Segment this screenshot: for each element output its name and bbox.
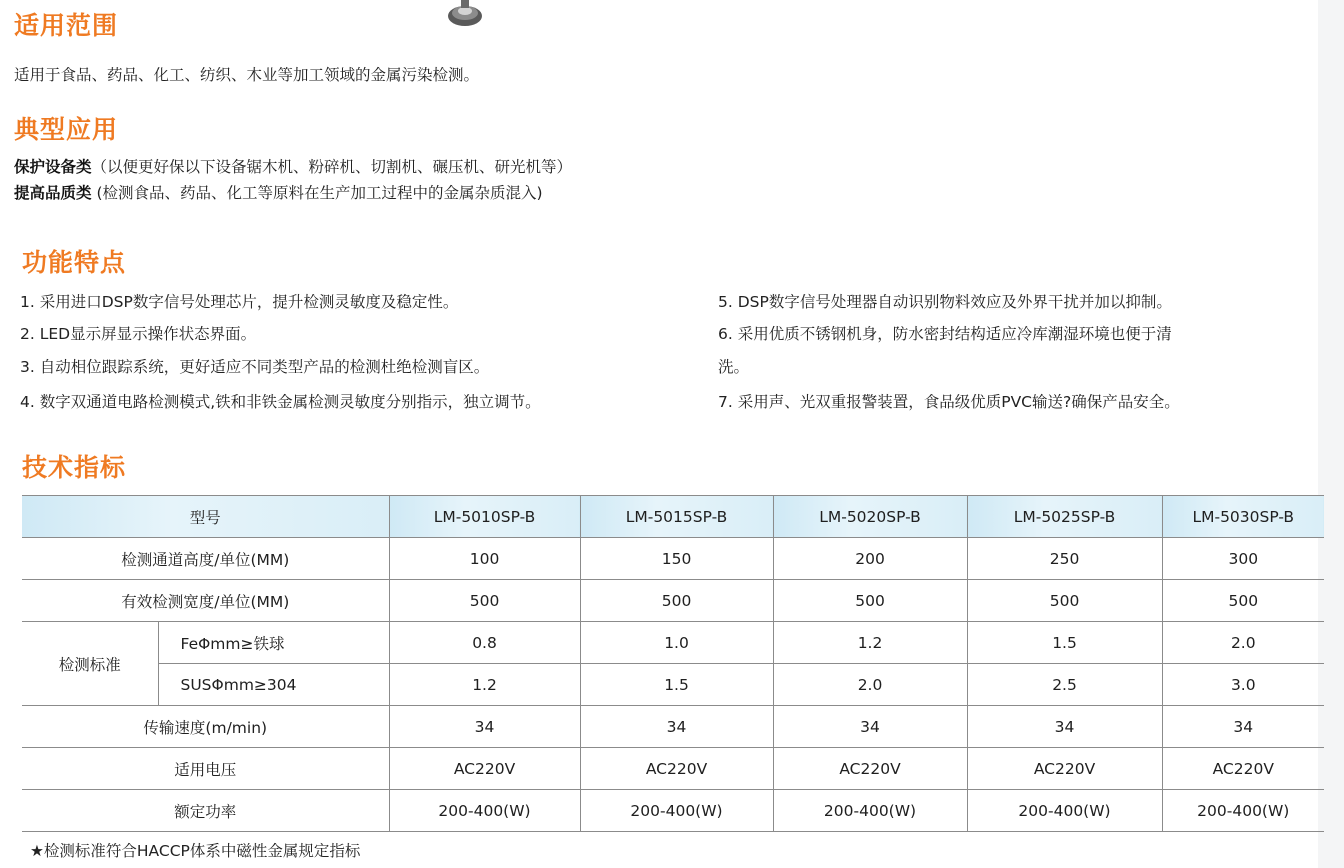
spec-row-speed xyxy=(22,706,1324,748)
application-line-2-bold: 提高品质类 xyxy=(14,184,92,202)
cell-value: 2.0 xyxy=(773,664,967,706)
feature-item-6: 6. 采用优质不锈钢机身，防水密封结构适应冷库潮湿环境也便于清 xyxy=(718,325,1172,343)
scope-text: 适用于食品、药品、化工、纺织、木业等加工领域的金属污染检测。 xyxy=(14,66,480,84)
cell-value: 34 xyxy=(773,706,967,748)
cell-value: 34 xyxy=(389,706,580,748)
cell-value: 500 xyxy=(389,580,580,622)
cell-value: 200-400(W) xyxy=(773,790,967,832)
model-name: LM-5010SP-B xyxy=(389,496,580,538)
cell-value: 1.0 xyxy=(580,622,773,664)
row-label: 传输速度(m/min) xyxy=(22,706,389,748)
cell-value: 200-400(W) xyxy=(580,790,773,832)
cell-value: 2.0 xyxy=(1162,622,1324,664)
feature-item-3: 3. 自动相位跟踪系统，更好适应不同类型产品的检测杜绝检测盲区。 xyxy=(20,358,490,376)
standard-group-label: 检测标准 xyxy=(22,622,158,706)
cell-value: 0.8 xyxy=(389,622,580,664)
model-name: LM-5025SP-B xyxy=(967,496,1162,538)
features-heading: 功能特点 xyxy=(22,248,127,277)
cell-value: 300 xyxy=(1162,538,1324,580)
row-label: FeΦmm≥铁球 xyxy=(158,622,389,664)
feature-item-6-cont: 洗。 xyxy=(718,358,750,376)
feature-item-1: 1. 采用进口DSP数字信号处理芯片，提升检测灵敏度及稳定性。 xyxy=(20,293,459,311)
feature-item-5: 5. DSP数字信号处理器自动识别物料效应及外界干扰并加以抑制。 xyxy=(718,293,1172,311)
cell-value: 500 xyxy=(773,580,967,622)
application-line-2-text: (检测食品、药品、化工等原料在生产加工过程中的金属杂质混入) xyxy=(91,184,543,202)
application-line-1 xyxy=(14,155,572,177)
cell-value: 500 xyxy=(1162,580,1324,622)
row-label: 额定功率 xyxy=(22,790,389,832)
cell-value: 1.2 xyxy=(773,622,967,664)
spec-row-fe xyxy=(22,622,1324,664)
cell-value: 1.2 xyxy=(389,664,580,706)
cell-value: 250 xyxy=(967,538,1162,580)
cell-value: 34 xyxy=(580,706,773,748)
cell-value: 200 xyxy=(773,538,967,580)
feature-item-7: 7. 采用声、光双重报警装置，食品级优质PVC输送?确保产品安全。 xyxy=(718,393,1180,411)
spec-row-voltage xyxy=(22,748,1324,790)
scope-heading: 适用范围 xyxy=(14,11,119,40)
model-name: LM-5030SP-B xyxy=(1162,496,1324,538)
application-line-1-bold: 保护设备类 xyxy=(14,158,92,176)
cell-value: AC220V xyxy=(580,748,773,790)
cell-value: 100 xyxy=(389,538,580,580)
cell-value: AC220V xyxy=(773,748,967,790)
application-heading: 典型应用 xyxy=(14,115,119,144)
spec-footnote: ★检测标准符合HACCP体系中磁性金属规定指标 xyxy=(30,842,361,860)
row-label: SUSΦmm≥304 xyxy=(158,664,389,706)
cell-value: 2.5 xyxy=(967,664,1162,706)
cell-value: 34 xyxy=(1162,706,1324,748)
cell-value: AC220V xyxy=(389,748,580,790)
spec-header-row xyxy=(22,496,1324,538)
row-label: 检测通道高度/单位(MM) xyxy=(22,538,389,580)
cell-value: 200-400(W) xyxy=(389,790,580,832)
feature-item-4: 4. 数字双通道电路检测模式,铁和非铁金属检测灵敏度分别指示，独立调节。 xyxy=(20,393,541,411)
model-header-label: 型号 xyxy=(22,496,389,538)
cell-value: AC220V xyxy=(1162,748,1324,790)
cell-value: 3.0 xyxy=(1162,664,1324,706)
row-label: 适用电压 xyxy=(22,748,389,790)
cell-value: 200-400(W) xyxy=(1162,790,1324,832)
spec-row-sus xyxy=(22,664,1324,706)
cell-value: 500 xyxy=(967,580,1162,622)
application-line-2 xyxy=(14,181,543,203)
feature-item-2: 2. LED显示屏显示操作状态界面。 xyxy=(20,325,257,343)
cell-value: 200-400(W) xyxy=(967,790,1162,832)
cell-value: AC220V xyxy=(967,748,1162,790)
row-label: 有效检测宽度/单位(MM) xyxy=(22,580,389,622)
model-name: LM-5020SP-B xyxy=(773,496,967,538)
application-line-1-text: （以便更好保以下设备锯木机、粉碎机、切割机、碾压机、研光机等） xyxy=(91,158,573,176)
cell-value: 34 xyxy=(967,706,1162,748)
spec-row-width xyxy=(22,580,1324,622)
machine-foot-image xyxy=(440,0,490,28)
spec-row-power xyxy=(22,790,1324,832)
cell-value: 500 xyxy=(580,580,773,622)
spec-row-height xyxy=(22,538,1324,580)
specs-heading: 技术指标 xyxy=(22,453,127,482)
cell-value: 150 xyxy=(580,538,773,580)
model-name: LM-5015SP-B xyxy=(580,496,773,538)
cell-value: 1.5 xyxy=(967,622,1162,664)
cell-value: 1.5 xyxy=(580,664,773,706)
spec-table xyxy=(22,495,1324,832)
